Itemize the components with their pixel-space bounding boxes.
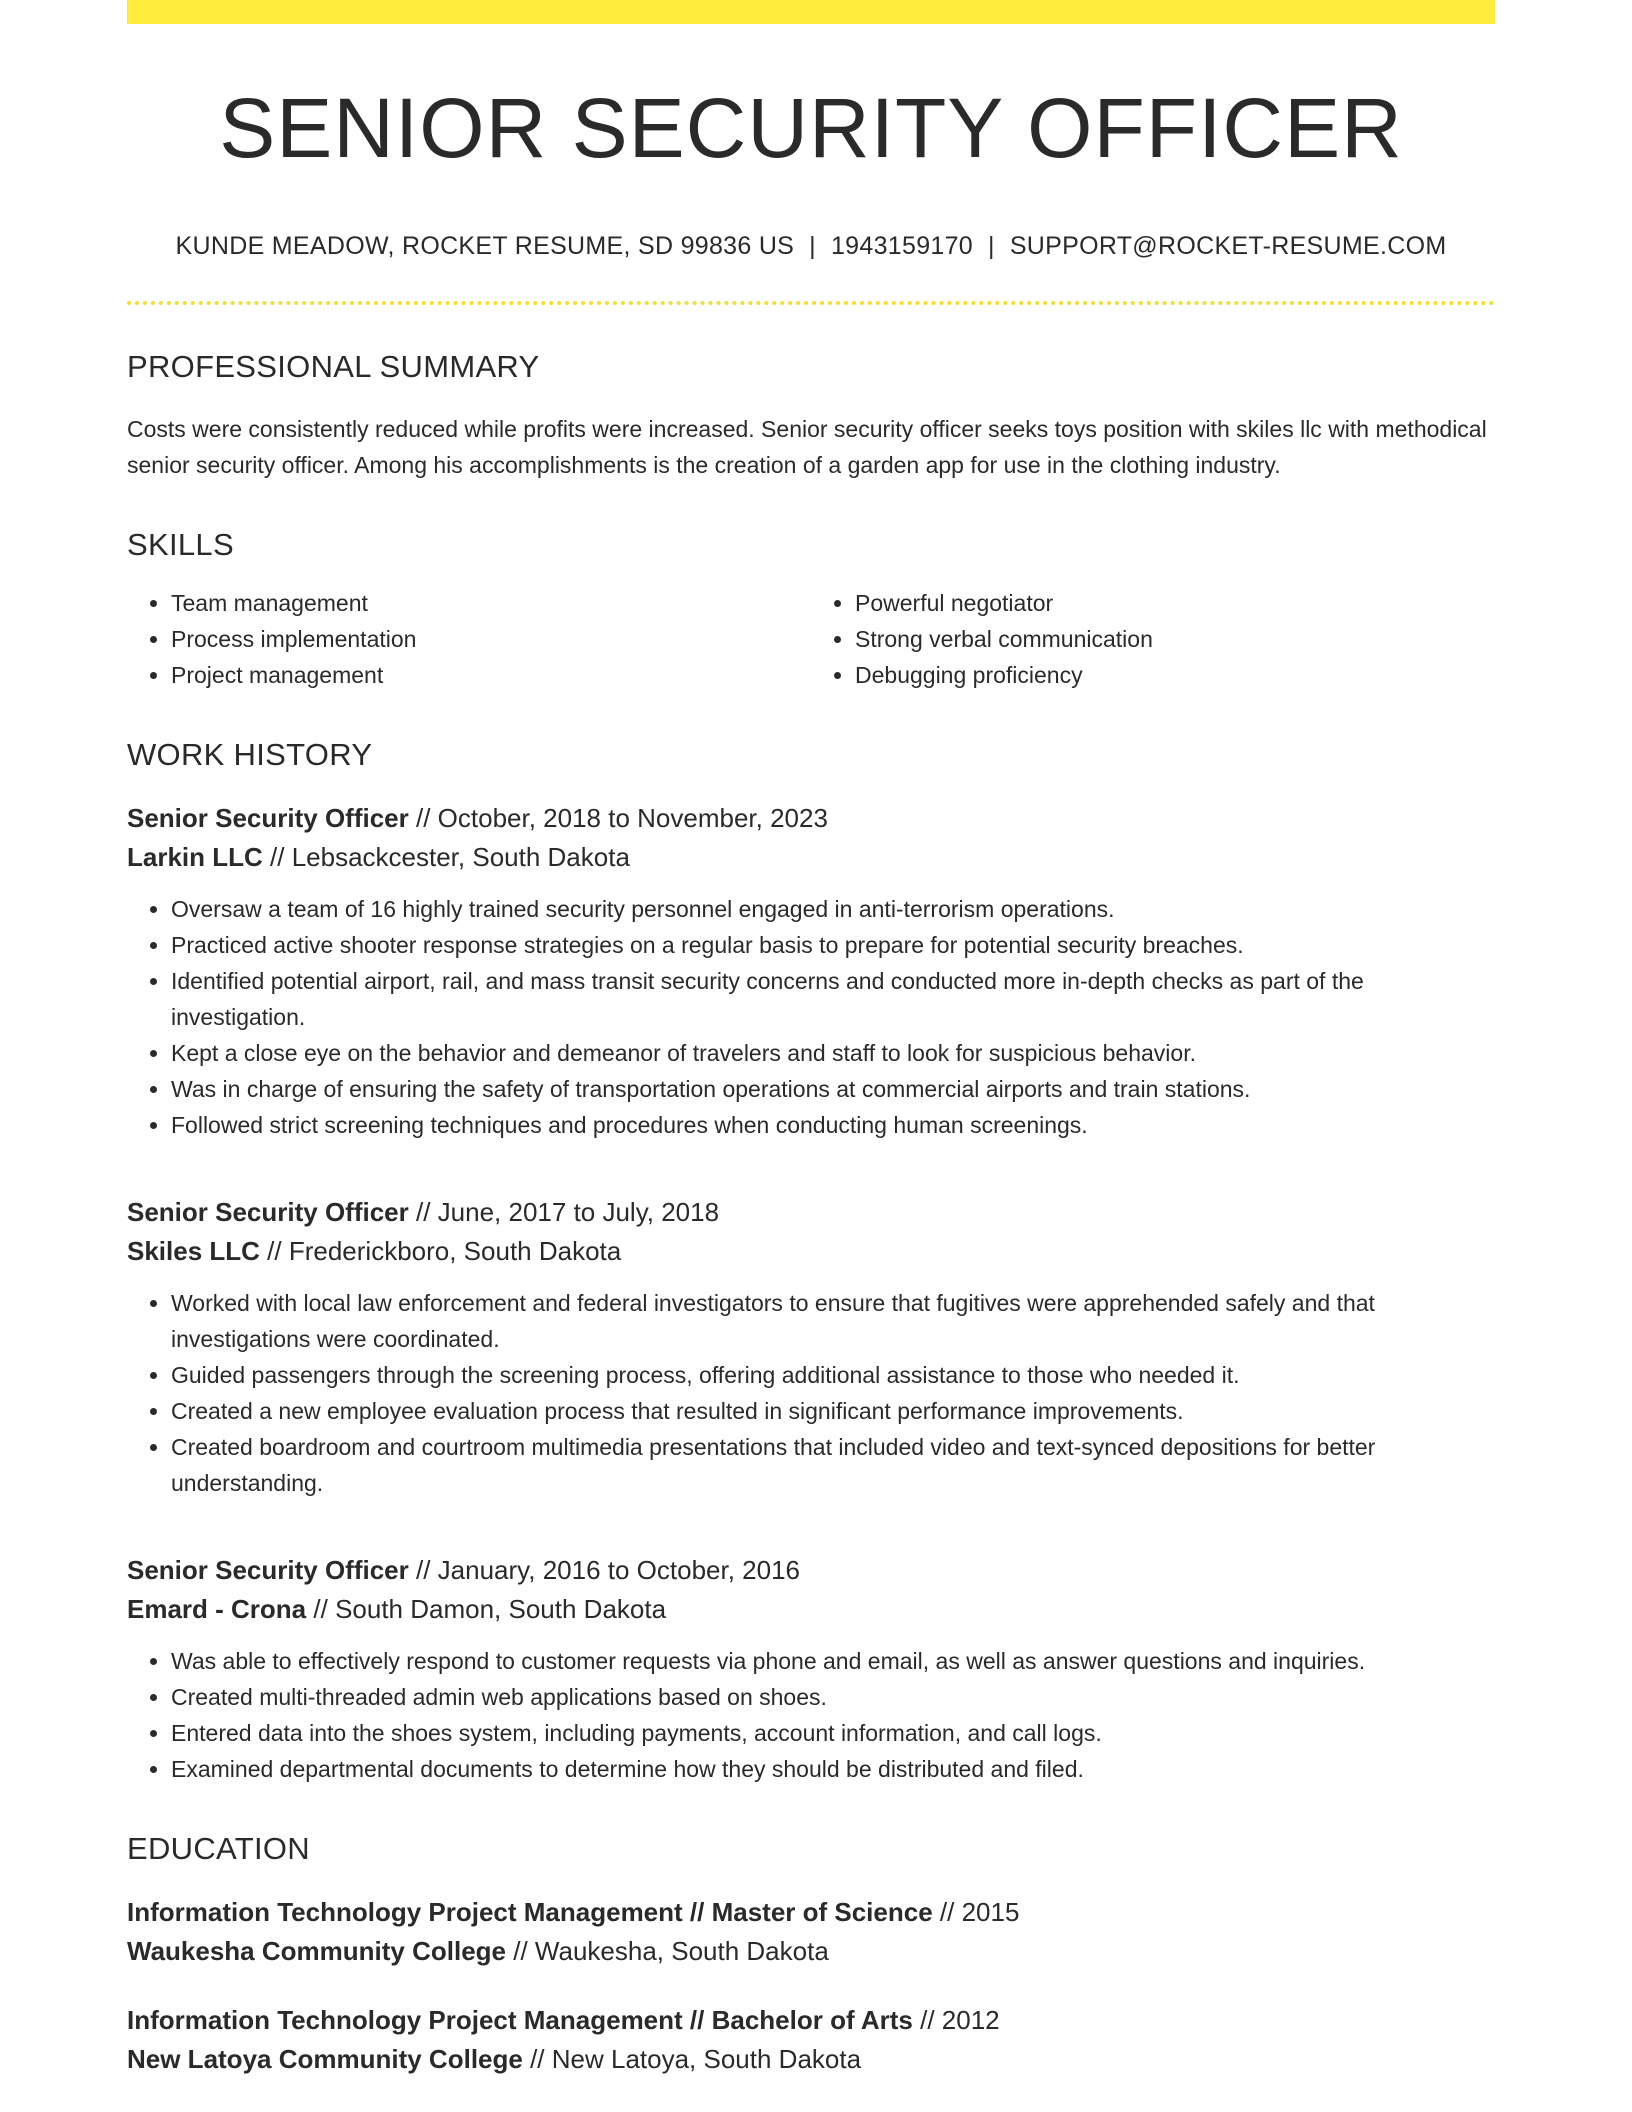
skills-column-left — [127, 585, 811, 693]
summary-heading: PROFESSIONAL SUMMARY — [127, 349, 540, 385]
education-school: New Latoya Community College — [127, 2044, 523, 2075]
dotted-divider — [127, 301, 1495, 305]
job-bullet: • Kept a close eye on the behavior and demeanor of travelers and staff to look for suspicious behavior. — [171, 1035, 1495, 1071]
contact-address: KUNDE MEADOW, ROCKET RESUME, SD 99836 US — [175, 232, 795, 261]
skill-item: • Strong verbal communication — [855, 621, 1495, 657]
education-degree-line — [127, 1893, 1495, 1932]
contact-phone: 1943159170 — [830, 232, 974, 261]
field-separator: // — [506, 1936, 535, 1967]
contact-separator: | — [809, 232, 816, 261]
job-bullet: • Created multi-threaded admin web applications based on shoes. — [171, 1679, 1495, 1715]
job-bullet: • Followed strict screening techniques and procedures when conducting human screenings. — [171, 1107, 1495, 1143]
education-location: New Latoya, South Dakota — [551, 2044, 862, 2075]
job-location: Lebsackcester, South Dakota — [291, 842, 630, 873]
job-company-line — [127, 1590, 1495, 1629]
field-separator: // — [522, 2044, 552, 2075]
education-location: Waukesha, South Dakota — [534, 1936, 829, 1967]
job-title: Senior Security Officer — [127, 1555, 409, 1586]
field-separator: // — [262, 842, 292, 873]
job-bullets — [127, 1643, 1495, 1787]
field-separator: // — [306, 1594, 336, 1625]
skill-item: • Powerful negotiator — [855, 585, 1495, 621]
field-separator: // — [932, 1897, 962, 1928]
skill-item: • Debugging proficiency — [855, 657, 1495, 693]
job-bullet: • Worked with local law enforcement and federal investigators to ensure that fugitives were apprehended safely and that investigations were coordinated. — [171, 1285, 1495, 1357]
job-bullet: • Entered data into the shoes system, including payments, account information, and call logs. — [171, 1715, 1495, 1751]
education-degree-line — [127, 2001, 1495, 2040]
education-heading: EDUCATION — [127, 1831, 310, 1867]
skills-heading: SKILLS — [127, 527, 234, 563]
field-separator: // — [408, 803, 438, 834]
job-title-line — [127, 1551, 1495, 1590]
job-bullet: • Created a new employee evaluation process that resulted in significant performance improvements. — [171, 1393, 1495, 1429]
job-entry — [127, 1193, 1495, 1501]
skill-item: • Team management — [171, 585, 811, 621]
education-year: 2015 — [961, 1897, 1020, 1928]
contact-line — [127, 232, 1495, 261]
education-entry — [127, 2001, 1495, 2079]
job-company-line — [127, 838, 1495, 877]
resume-title: SENIOR SECURITY OFFICER — [219, 81, 1403, 175]
job-title: Senior Security Officer — [127, 1197, 409, 1228]
job-bullets — [127, 891, 1495, 1143]
job-company: Emard - Crona — [127, 1594, 307, 1625]
education-degree: Information Technology Project Management // Bachelor of Arts — [127, 2005, 913, 2036]
job-bullet: • Guided passengers through the screening process, offering additional assistance to those who needed it. — [171, 1357, 1495, 1393]
education-school-line — [127, 1932, 1495, 1971]
summary-text: Costs were consistently reduced while profits were increased. Senior security officer seeks toys position with skiles llc with methodical senior security officer. Among his accomplishments is the creation of a garden app for use in the clothing industry. — [127, 416, 1487, 479]
job-title-line — [127, 799, 1495, 838]
job-company: Skiles LLC — [127, 1236, 260, 1267]
job-bullet: • Was able to effectively respond to customer requests via phone and email, as well as answer questions and inquiries. — [171, 1643, 1495, 1679]
education-school-line — [127, 2040, 1495, 2079]
job-bullet: • Practiced active shooter response strategies on a regular basis to prepare for potential security breaches. — [171, 927, 1495, 963]
skill-item: • Process implementation — [171, 621, 811, 657]
job-dates: January, 2016 to October, 2016 — [437, 1555, 800, 1586]
job-bullet: • Created boardroom and courtroom multimedia presentations that included video and text-synced depositions for better understanding. — [171, 1429, 1495, 1501]
job-dates: October, 2018 to November, 2023 — [437, 803, 828, 834]
job-bullet: • Identified potential airport, rail, and mass transit security concerns and conducted more in-depth checks as part of the investigation. — [171, 963, 1495, 1035]
top-accent-bar — [127, 0, 1495, 24]
education-year: 2012 — [941, 2005, 1000, 2036]
skill-item: • Project management — [171, 657, 811, 693]
education-degree: Information Technology Project Management // Master of Science — [127, 1897, 933, 1928]
job-company-line — [127, 1232, 1495, 1271]
job-title: Senior Security Officer — [127, 803, 409, 834]
job-bullets — [127, 1285, 1495, 1501]
field-separator: // — [408, 1555, 438, 1586]
job-dates: June, 2017 to July, 2018 — [437, 1197, 720, 1228]
job-company: Larkin LLC — [127, 842, 263, 873]
field-separator: // — [259, 1236, 289, 1267]
job-title-line — [127, 1193, 1495, 1232]
job-location: South Damon, South Dakota — [335, 1594, 667, 1625]
job-bullet: • Was in charge of ensuring the safety of transportation operations at commercial airports and train stations. — [171, 1071, 1495, 1107]
contact-email: SUPPORT@ROCKET-RESUME.COM — [1009, 232, 1447, 261]
job-entry — [127, 799, 1495, 1143]
field-separator: // — [408, 1197, 438, 1228]
skills-list — [127, 585, 1495, 693]
education-entry — [127, 1893, 1495, 1971]
education-school: Waukesha Community College — [127, 1936, 506, 1967]
resume-content — [127, 0, 1495, 2079]
job-entry — [127, 1551, 1495, 1787]
contact-separator: | — [988, 232, 995, 261]
job-bullet: • Examined departmental documents to determine how they should be distributed and filed. — [171, 1751, 1495, 1787]
skills-column-right — [811, 585, 1495, 693]
field-separator: // — [912, 2005, 942, 2036]
job-bullet: • Oversaw a team of 16 highly trained security personnel engaged in anti-terrorism operations. — [171, 891, 1495, 927]
work-history-heading: WORK HISTORY — [127, 737, 373, 773]
job-location: Frederickboro, South Dakota — [288, 1236, 622, 1267]
